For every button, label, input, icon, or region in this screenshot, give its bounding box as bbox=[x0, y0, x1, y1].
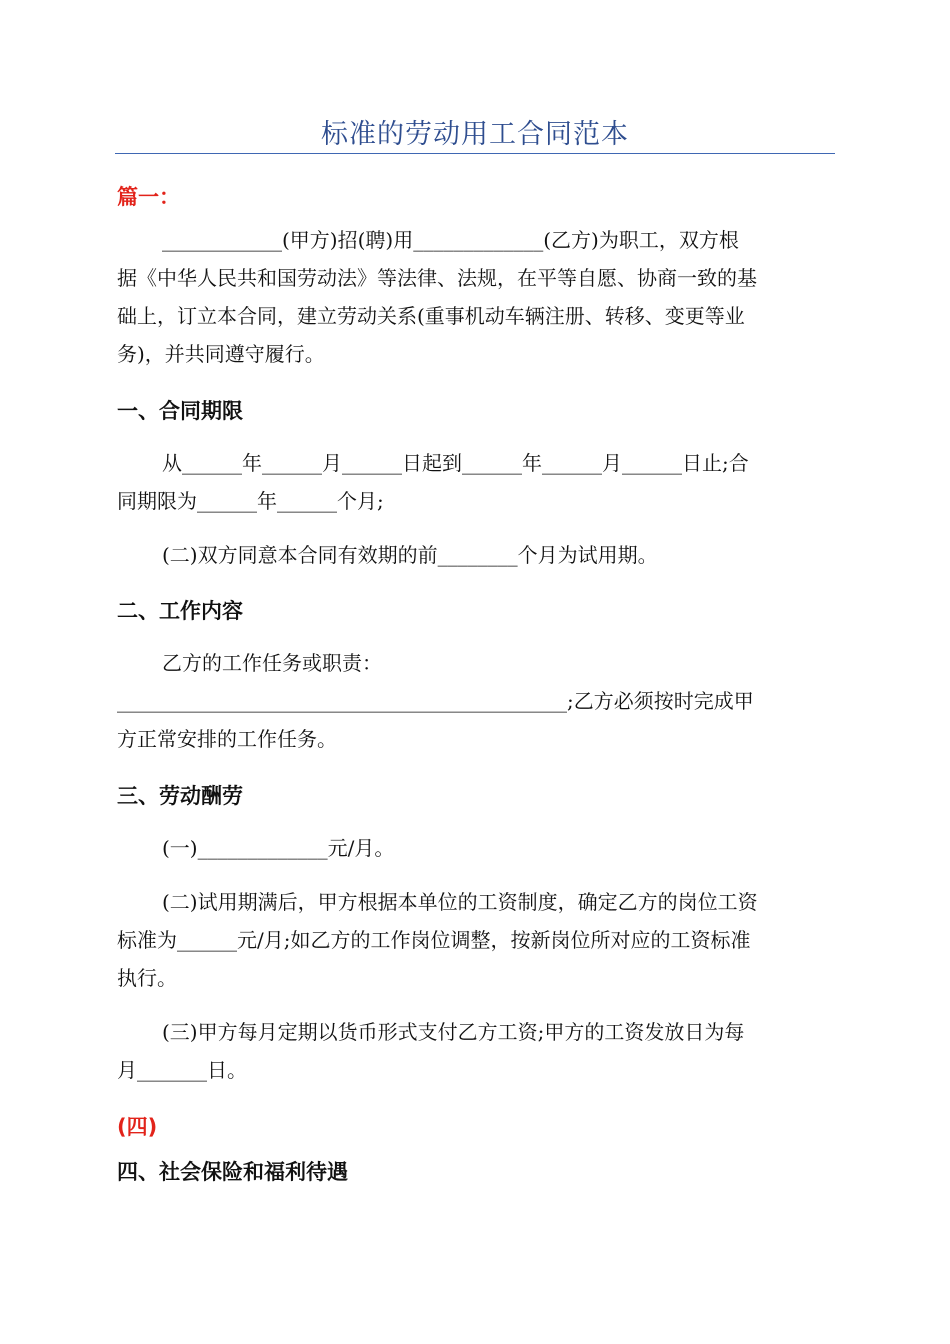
duties-label: 乙方的工作任务或职责： bbox=[162, 651, 382, 675]
part-one-label: 篇一： bbox=[117, 185, 180, 209]
section-heading-work-content: 二、工作内容 bbox=[117, 599, 243, 623]
title-underline bbox=[115, 153, 835, 154]
duties-line: 方正常安排的工作任务。 bbox=[117, 727, 337, 751]
red-label-four: (四) bbox=[117, 1115, 158, 1139]
section-heading-remuneration: 三、劳动酬劳 bbox=[117, 784, 243, 808]
document-title: 标准的劳动用工合同范本 bbox=[321, 119, 629, 150]
section-heading-contract-term: 一、合同期限 bbox=[117, 399, 243, 423]
salary-standard-line: 标准为______元/月;如乙方的工作岗位调整，按新岗位所对应的工资标准 bbox=[117, 928, 751, 952]
term-line: 从______年______月______日起到______年______月______日止;合 bbox=[162, 451, 749, 475]
intro-line: 务)，并共同遵守履行。 bbox=[117, 342, 325, 366]
section-heading-social-insurance: 四、社会保险和福利待遇 bbox=[117, 1160, 348, 1184]
intro-line: 础上，订立本合同，建立劳动关系(重事机动车辆注册、转移、变更等业 bbox=[117, 304, 745, 328]
salary-line: (一)_____________元/月。 bbox=[162, 836, 395, 860]
payment-line: (三)甲方每月定期以货币形式支付乙方工资;甲方的工资发放日为每 bbox=[162, 1020, 745, 1044]
salary-standard-line: 执行。 bbox=[117, 966, 177, 990]
intro-line: 据《中华人民共和国劳动法》等法律、法规，在平等自愿、协商一致的基 bbox=[117, 266, 757, 290]
salary-standard-line: (二)试用期满后，甲方根据本单位的工资制度，确定乙方的岗位工资 bbox=[162, 890, 758, 914]
term-line: 同期限为______年______个月; bbox=[117, 489, 384, 513]
intro-line: ____________(甲方)招(聘)用_____________(乙方)为职工，双方根 bbox=[162, 228, 739, 252]
duties-line: _____________________________________________;乙方必须按时完成甲 bbox=[117, 689, 754, 713]
probation-line: (二)双方同意本合同有效期的前________个月为试用期。 bbox=[162, 543, 658, 567]
payment-line: 月_______日。 bbox=[117, 1058, 247, 1082]
